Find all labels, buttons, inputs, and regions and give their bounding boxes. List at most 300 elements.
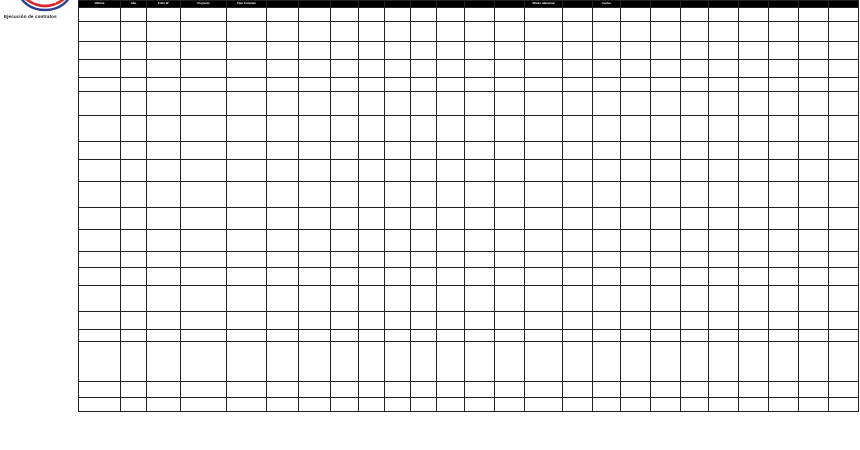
table-cell (79, 116, 121, 142)
table-cell (681, 268, 709, 286)
table-cell (385, 230, 411, 252)
table-cell (437, 182, 465, 208)
table-row (79, 268, 859, 286)
table-cell (147, 42, 181, 60)
table-cell (385, 312, 411, 330)
table-cell (331, 142, 359, 160)
table-cell (331, 252, 359, 268)
table-cell (621, 286, 651, 312)
table-cell (385, 60, 411, 78)
table-cell (299, 22, 331, 42)
table-cell (739, 398, 769, 412)
table-cell (227, 42, 267, 60)
table-cell (739, 286, 769, 312)
table-cell (385, 8, 411, 22)
table-cell (769, 342, 799, 382)
table-cell (739, 312, 769, 330)
table-cell (495, 78, 525, 92)
table-cell (769, 22, 799, 42)
table-cell (267, 160, 299, 182)
table-cell (299, 330, 331, 342)
table-cell (739, 160, 769, 182)
table-cell (227, 160, 267, 182)
table-cell (681, 342, 709, 382)
table-cell (739, 208, 769, 230)
table-cell (829, 8, 859, 22)
table-cell (331, 268, 359, 286)
table-cell (563, 22, 593, 42)
table-cell (709, 230, 739, 252)
table-cell (465, 78, 495, 92)
table-cell (359, 230, 385, 252)
table-cell (563, 330, 593, 342)
table-cell (525, 268, 563, 286)
table-cell (769, 312, 799, 330)
table-cell (121, 268, 147, 286)
table-cell (121, 160, 147, 182)
table-cell (299, 208, 331, 230)
table-cell (829, 116, 859, 142)
table-cell (227, 268, 267, 286)
table-cell (267, 208, 299, 230)
table-cell (331, 230, 359, 252)
column-header (563, 1, 593, 8)
table-cell (79, 78, 121, 92)
table-cell (525, 252, 563, 268)
table-cell (437, 60, 465, 78)
table-cell (121, 182, 147, 208)
table-cell (227, 142, 267, 160)
table-cell (385, 252, 411, 268)
table-row (79, 342, 859, 382)
table-cell (681, 230, 709, 252)
table-cell (359, 22, 385, 42)
table-cell (769, 8, 799, 22)
table-cell (121, 252, 147, 268)
table-cell (385, 268, 411, 286)
table-cell (495, 342, 525, 382)
table-cell (465, 342, 495, 382)
table-cell (79, 160, 121, 182)
table-cell (829, 142, 859, 160)
table-cell (621, 22, 651, 42)
table-cell (593, 312, 621, 330)
table-cell (525, 60, 563, 78)
table-cell (709, 330, 739, 342)
column-header (681, 1, 709, 8)
table-cell (385, 142, 411, 160)
table-cell (299, 382, 331, 398)
table-cell (181, 142, 227, 160)
table-cell (411, 398, 437, 412)
table-cell (465, 42, 495, 60)
table-cell (437, 382, 465, 398)
table-cell (621, 382, 651, 398)
table-cell (267, 42, 299, 60)
table-cell (79, 92, 121, 116)
table-cell (121, 92, 147, 116)
table-cell (121, 398, 147, 412)
table-cell (593, 268, 621, 286)
table-cell (227, 382, 267, 398)
table-cell (593, 252, 621, 268)
table-cell (79, 208, 121, 230)
table-cell (799, 22, 829, 42)
table-body (79, 8, 859, 412)
table-row (79, 142, 859, 160)
table-cell (709, 208, 739, 230)
table-cell (829, 208, 859, 230)
table-cell (681, 142, 709, 160)
table-cell (799, 330, 829, 342)
table-cell (593, 382, 621, 398)
table-cell (411, 22, 437, 42)
table-cell (621, 230, 651, 252)
table-cell (385, 42, 411, 60)
table-cell (181, 60, 227, 78)
table-cell (681, 78, 709, 92)
table-cell (769, 142, 799, 160)
table-cell (79, 330, 121, 342)
table-cell (359, 252, 385, 268)
table-cell (739, 342, 769, 382)
table-cell (331, 182, 359, 208)
table-cell (299, 230, 331, 252)
table-cell (411, 42, 437, 60)
table-cell (739, 116, 769, 142)
table-cell (525, 182, 563, 208)
table-cell (681, 60, 709, 78)
table-cell (739, 78, 769, 92)
table-cell (593, 142, 621, 160)
table-cell (829, 160, 859, 182)
table-cell (495, 382, 525, 398)
table-cell (359, 342, 385, 382)
table-cell (385, 342, 411, 382)
table-cell (651, 42, 681, 60)
table-cell (147, 160, 181, 182)
table-cell (465, 330, 495, 342)
table-cell (829, 382, 859, 398)
table-cell (437, 252, 465, 268)
table-cell (411, 286, 437, 312)
table-row (79, 116, 859, 142)
table-cell (465, 22, 495, 42)
table-cell (147, 330, 181, 342)
table-cell (525, 160, 563, 182)
table-cell (181, 42, 227, 60)
table-cell (331, 116, 359, 142)
table-cell (495, 60, 525, 78)
table-cell (331, 398, 359, 412)
table-cell (495, 268, 525, 286)
table-cell (79, 398, 121, 412)
table-cell (437, 398, 465, 412)
table-cell (681, 252, 709, 268)
table-cell (411, 160, 437, 182)
table-cell (621, 92, 651, 116)
table-cell (181, 182, 227, 208)
table-cell (79, 142, 121, 160)
table-cell (681, 22, 709, 42)
table-cell (769, 116, 799, 142)
table-cell (495, 330, 525, 342)
table-cell (495, 22, 525, 42)
table-cell (465, 208, 495, 230)
table-cell (525, 8, 563, 22)
table-cell (681, 312, 709, 330)
table-cell (651, 116, 681, 142)
table-cell (593, 230, 621, 252)
table-cell (181, 268, 227, 286)
column-header (799, 1, 829, 8)
table-cell (465, 116, 495, 142)
column-header (385, 1, 411, 8)
table-cell (525, 142, 563, 160)
table-cell (181, 78, 227, 92)
table-cell (331, 78, 359, 92)
table-cell (495, 252, 525, 268)
table-cell (829, 286, 859, 312)
table-row (79, 78, 859, 92)
table-cell (79, 60, 121, 78)
table-cell (79, 230, 121, 252)
table-cell (739, 60, 769, 78)
table-cell (621, 208, 651, 230)
table-cell (411, 78, 437, 92)
table-cell (525, 42, 563, 60)
table-cell (411, 142, 437, 160)
table-cell (331, 42, 359, 60)
table-cell (621, 398, 651, 412)
table-cell (651, 312, 681, 330)
table-cell (299, 182, 331, 208)
table-cell (709, 286, 739, 312)
table-row (79, 160, 859, 182)
table-cell (495, 42, 525, 60)
table-cell (593, 330, 621, 342)
table-cell (181, 342, 227, 382)
table-cell (709, 8, 739, 22)
table-cell (799, 78, 829, 92)
table-cell (147, 22, 181, 42)
table-cell (79, 268, 121, 286)
table-cell (147, 252, 181, 268)
table-cell (525, 22, 563, 42)
table-cell (331, 382, 359, 398)
table-cell (359, 142, 385, 160)
table-cell (799, 252, 829, 268)
table-row (79, 252, 859, 268)
table-cell (181, 116, 227, 142)
table-cell (593, 342, 621, 382)
table-cell (147, 8, 181, 22)
table-cell (227, 252, 267, 268)
table-cell (411, 182, 437, 208)
table-cell (331, 160, 359, 182)
table-cell (227, 60, 267, 78)
table-cell (799, 398, 829, 412)
table-row (79, 182, 859, 208)
table-cell (299, 252, 331, 268)
table-cell (181, 382, 227, 398)
table-cell (621, 330, 651, 342)
column-header: Oficina (79, 1, 121, 8)
table-cell (331, 330, 359, 342)
table-cell (525, 208, 563, 230)
table-cell (437, 116, 465, 142)
table-cell (359, 60, 385, 78)
table-cell (495, 230, 525, 252)
table-cell (411, 342, 437, 382)
table-cell (563, 116, 593, 142)
table-cell (267, 78, 299, 92)
table-cell (227, 286, 267, 312)
table-cell (299, 160, 331, 182)
table-cell (621, 116, 651, 142)
table-cell (681, 116, 709, 142)
table-cell (267, 230, 299, 252)
table-cell (267, 286, 299, 312)
table-cell (651, 78, 681, 92)
table-cell (709, 78, 739, 92)
column-header (411, 1, 437, 8)
table-cell (769, 230, 799, 252)
table-cell (411, 116, 437, 142)
table-cell (181, 398, 227, 412)
table-cell (799, 230, 829, 252)
table-cell (651, 330, 681, 342)
table-cell (769, 160, 799, 182)
table-cell (563, 208, 593, 230)
table-cell (385, 22, 411, 42)
table-cell (299, 8, 331, 22)
table-cell (709, 398, 739, 412)
table-cell (267, 142, 299, 160)
table-cell (709, 342, 739, 382)
table-cell (411, 312, 437, 330)
table-cell (829, 252, 859, 268)
table-cell (437, 342, 465, 382)
table-cell (563, 42, 593, 60)
table-cell (227, 330, 267, 342)
table-cell (739, 330, 769, 342)
table-cell (359, 382, 385, 398)
table-cell (147, 342, 181, 382)
table-row (79, 8, 859, 22)
table-cell (709, 60, 739, 78)
table-cell (739, 230, 769, 252)
table-cell (651, 268, 681, 286)
table-row (79, 382, 859, 398)
table-cell (147, 382, 181, 398)
table-row (79, 42, 859, 60)
table-cell (437, 330, 465, 342)
table-cell (267, 182, 299, 208)
table-cell (147, 268, 181, 286)
table-cell (227, 398, 267, 412)
table-cell (799, 160, 829, 182)
table-cell (799, 142, 829, 160)
column-header (709, 1, 739, 8)
table-cell (299, 78, 331, 92)
table-cell (709, 182, 739, 208)
table-cell (465, 160, 495, 182)
table-cell (799, 92, 829, 116)
table-cell (709, 92, 739, 116)
table-cell (709, 252, 739, 268)
table-row (79, 230, 859, 252)
table-cell (299, 116, 331, 142)
table-cell (359, 208, 385, 230)
table-cell (799, 208, 829, 230)
table-cell (769, 330, 799, 342)
table-cell (651, 398, 681, 412)
table-cell (121, 60, 147, 78)
table-cell (465, 60, 495, 78)
table-cell (651, 252, 681, 268)
table-cell (359, 182, 385, 208)
table-cell (799, 116, 829, 142)
table-cell (563, 92, 593, 116)
table-row (79, 60, 859, 78)
table-cell (385, 92, 411, 116)
column-header (651, 1, 681, 8)
table-cell (651, 60, 681, 78)
table-cell (829, 312, 859, 330)
table-cell (411, 230, 437, 252)
table-cell (437, 22, 465, 42)
table-cell (621, 42, 651, 60)
table-cell (121, 312, 147, 330)
table-cell (563, 398, 593, 412)
column-header: Monto adicional (525, 1, 563, 8)
table-cell (563, 182, 593, 208)
table-cell (709, 116, 739, 142)
table-cell (621, 78, 651, 92)
table-cell (465, 398, 495, 412)
column-header (829, 1, 859, 8)
table-cell (769, 182, 799, 208)
table-cell (563, 78, 593, 92)
table-cell (385, 182, 411, 208)
table-cell (681, 92, 709, 116)
table-cell (525, 116, 563, 142)
table-cell (267, 92, 299, 116)
table-cell (385, 330, 411, 342)
table-cell (147, 182, 181, 208)
table-cell (525, 382, 563, 398)
table-cell (79, 382, 121, 398)
column-header: Año (121, 1, 147, 8)
table-cell (359, 78, 385, 92)
table-cell (79, 182, 121, 208)
table-cell (621, 312, 651, 330)
table-cell (359, 268, 385, 286)
column-header (465, 1, 495, 8)
table-cell (465, 8, 495, 22)
table-cell (411, 8, 437, 22)
table-cell (147, 230, 181, 252)
table-cell (181, 208, 227, 230)
table-cell (525, 398, 563, 412)
table-cell (437, 8, 465, 22)
table-cell (79, 42, 121, 60)
table-cell (267, 60, 299, 78)
table-row (79, 208, 859, 230)
table-cell (359, 330, 385, 342)
table-cell (651, 230, 681, 252)
